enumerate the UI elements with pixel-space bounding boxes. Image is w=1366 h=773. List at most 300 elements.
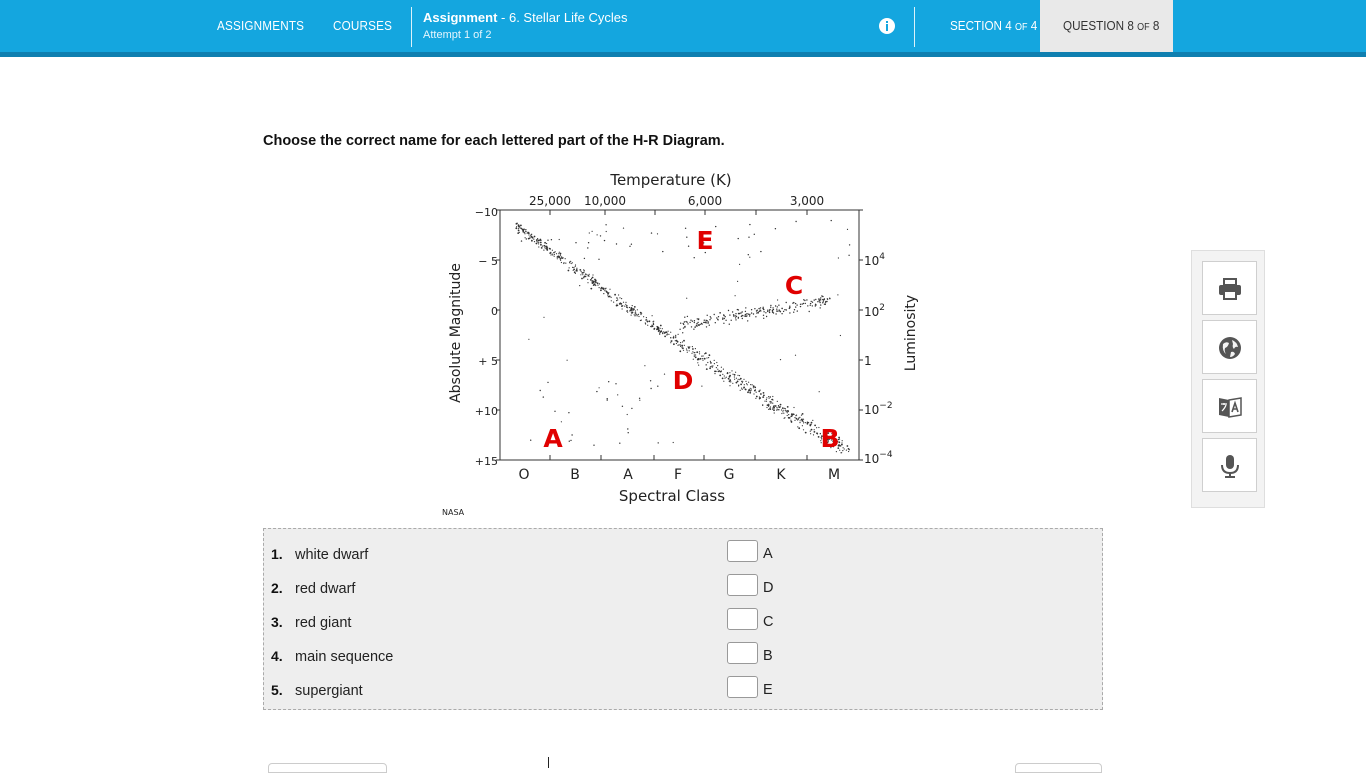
star-point xyxy=(809,311,810,312)
star-point xyxy=(814,299,815,300)
star-point xyxy=(821,295,822,296)
star-point xyxy=(622,406,623,407)
star-point xyxy=(528,339,529,340)
nav-divider xyxy=(914,7,915,47)
star-point xyxy=(658,327,660,329)
star-point xyxy=(688,246,689,247)
star-point xyxy=(816,427,817,428)
star-point xyxy=(661,331,662,332)
star-point xyxy=(614,294,616,296)
star-point xyxy=(825,301,826,302)
star-point xyxy=(747,384,748,385)
answer-input[interactable] xyxy=(727,676,758,698)
star-point xyxy=(758,390,760,392)
star-point xyxy=(545,246,547,248)
star-point xyxy=(663,331,664,332)
star-point xyxy=(685,228,686,229)
star-point xyxy=(820,297,821,298)
star-point xyxy=(725,320,726,321)
star-point xyxy=(723,314,724,315)
star-point xyxy=(579,285,580,286)
nav-courses-link[interactable]: COURSES xyxy=(333,18,393,33)
star-point xyxy=(560,253,561,254)
star-point xyxy=(735,313,736,314)
star-point xyxy=(524,232,525,233)
star-point xyxy=(679,350,681,352)
assignment-label: Assignment xyxy=(423,10,498,25)
star-point xyxy=(837,294,838,295)
star-point xyxy=(583,272,584,273)
spectral-class-label: O xyxy=(518,467,530,483)
star-point xyxy=(711,366,712,367)
star-point xyxy=(692,346,693,347)
star-point xyxy=(528,234,529,235)
top-tick-label: 6,000 xyxy=(687,194,723,208)
answer-input[interactable] xyxy=(727,608,758,630)
star-point xyxy=(745,314,746,315)
star-point xyxy=(552,253,553,254)
star-point xyxy=(722,317,723,318)
region-label-c: C xyxy=(784,271,804,300)
star-point xyxy=(738,379,739,380)
star-point xyxy=(775,313,776,314)
star-point xyxy=(569,261,570,262)
star-point xyxy=(763,311,764,312)
print-button[interactable] xyxy=(1202,261,1257,315)
star-point xyxy=(649,320,651,322)
star-point xyxy=(632,312,634,314)
star-point xyxy=(814,431,816,433)
star-point xyxy=(707,362,708,363)
star-point xyxy=(662,251,663,252)
star-point xyxy=(524,233,525,234)
spectral-class-label: K xyxy=(776,467,786,483)
star-point xyxy=(748,254,749,255)
star-point xyxy=(592,282,593,283)
star-point xyxy=(751,388,752,389)
star-point xyxy=(586,274,587,275)
star-point xyxy=(528,232,529,233)
star-point xyxy=(638,316,639,317)
star-point xyxy=(638,314,639,315)
star-point xyxy=(753,313,754,314)
star-point xyxy=(657,233,658,234)
star-point xyxy=(843,447,844,448)
star-point xyxy=(796,418,797,419)
star-point xyxy=(824,304,825,305)
star-point xyxy=(683,340,685,342)
star-point xyxy=(682,347,684,349)
star-point xyxy=(724,378,725,379)
star-point xyxy=(842,440,843,441)
star-point xyxy=(647,321,649,323)
hr-diagram xyxy=(440,165,930,525)
star-point xyxy=(734,376,735,377)
star-point xyxy=(560,258,562,260)
star-point xyxy=(772,396,773,397)
star-point xyxy=(673,343,675,345)
star-point xyxy=(531,240,532,241)
star-point xyxy=(629,307,630,308)
star-point xyxy=(751,312,752,313)
star-point xyxy=(694,352,695,353)
star-point xyxy=(703,322,704,323)
star-point xyxy=(518,228,519,229)
star-point xyxy=(689,350,690,351)
star-point xyxy=(838,257,839,258)
star-point xyxy=(781,413,782,414)
star-point xyxy=(741,381,742,382)
star-point xyxy=(516,226,517,227)
star-point xyxy=(653,323,654,324)
star-point xyxy=(781,409,782,410)
star-point xyxy=(570,261,571,262)
star-point xyxy=(694,257,695,258)
star-point xyxy=(662,328,663,329)
star-point xyxy=(568,270,570,272)
star-point xyxy=(606,231,607,232)
star-point xyxy=(795,415,796,416)
star-point xyxy=(658,442,659,443)
star-point xyxy=(737,375,738,376)
star-point xyxy=(519,226,520,227)
star-point xyxy=(647,325,648,326)
star-point xyxy=(623,302,624,303)
star-point xyxy=(803,303,804,304)
star-point xyxy=(686,348,687,349)
star-point xyxy=(652,315,653,316)
star-point xyxy=(819,302,820,303)
star-point xyxy=(572,262,573,263)
star-point xyxy=(736,382,738,384)
star-point xyxy=(662,332,663,333)
star-point xyxy=(762,396,764,398)
star-point xyxy=(637,309,638,310)
star-point xyxy=(715,226,716,227)
star-point xyxy=(529,236,530,237)
translate-button[interactable] xyxy=(1202,379,1257,433)
star-point xyxy=(519,227,520,228)
star-point xyxy=(722,319,723,320)
star-point xyxy=(634,315,635,316)
star-point xyxy=(696,351,698,353)
star-point xyxy=(565,263,566,264)
star-point xyxy=(766,316,767,317)
section-indicator xyxy=(950,0,1037,52)
star-point xyxy=(766,407,767,408)
star-point xyxy=(749,224,750,225)
star-point xyxy=(787,410,789,412)
star-point xyxy=(701,323,702,324)
star-point xyxy=(607,398,608,399)
star-point xyxy=(605,224,606,225)
star-point xyxy=(819,299,820,300)
star-point xyxy=(608,296,609,297)
y-tick-label: + 5 xyxy=(478,355,498,368)
star-point xyxy=(673,336,674,337)
star-point xyxy=(793,302,794,303)
star-point xyxy=(805,432,807,434)
star-point xyxy=(686,350,687,351)
attempt-counter: Attempt 1 of 2 xyxy=(423,29,492,41)
star-point xyxy=(698,325,699,326)
star-point xyxy=(581,271,582,272)
star-point xyxy=(675,340,676,341)
star-point xyxy=(607,295,608,296)
star-point xyxy=(729,381,730,382)
star-point xyxy=(597,234,598,235)
star-point xyxy=(668,331,669,332)
star-point xyxy=(699,353,700,354)
star-point xyxy=(817,301,818,302)
star-point xyxy=(722,378,724,380)
match-row xyxy=(264,669,1102,703)
star-point xyxy=(634,314,635,315)
star-point xyxy=(798,419,799,420)
star-point xyxy=(775,405,777,407)
star-point xyxy=(786,302,787,303)
star-point xyxy=(656,328,658,330)
star-point xyxy=(683,327,684,328)
top-axis-title: Temperature (K) xyxy=(610,171,732,189)
top-bar-shadow xyxy=(0,52,1366,57)
star-point xyxy=(694,322,695,323)
image-credit: NASA xyxy=(442,508,465,517)
region-label-b: B xyxy=(820,424,840,453)
star-point xyxy=(757,312,758,313)
star-point xyxy=(744,384,745,385)
star-point xyxy=(849,449,850,450)
star-point xyxy=(651,326,652,327)
star-point xyxy=(776,407,777,408)
star-point xyxy=(670,332,671,333)
star-point xyxy=(743,379,744,380)
star-point xyxy=(790,420,791,421)
star-point xyxy=(696,326,697,327)
question-tab[interactable] xyxy=(1040,0,1173,57)
star-point xyxy=(635,312,637,314)
star-point xyxy=(607,293,609,295)
assignment-title xyxy=(423,10,627,25)
info-icon[interactable] xyxy=(879,18,895,34)
star-point xyxy=(811,429,813,431)
star-point xyxy=(619,443,620,444)
star-point xyxy=(572,267,573,268)
star-point xyxy=(687,352,688,353)
star-point xyxy=(599,283,600,284)
star-point xyxy=(537,242,538,243)
star-point xyxy=(593,281,594,282)
star-point xyxy=(738,309,739,310)
star-point xyxy=(812,305,813,306)
star-point xyxy=(554,256,555,257)
star-point xyxy=(534,241,535,242)
star-point xyxy=(797,310,798,311)
star-point xyxy=(723,381,724,382)
star-point xyxy=(714,363,715,364)
next-button[interactable] xyxy=(1015,763,1102,773)
star-point xyxy=(770,406,771,407)
star-point xyxy=(579,269,581,271)
item-number: 1. xyxy=(271,546,283,562)
star-point xyxy=(732,311,733,312)
star-point xyxy=(746,383,747,384)
star-point xyxy=(554,254,555,255)
star-point xyxy=(621,305,623,307)
spectral-class-label: A xyxy=(623,467,633,483)
star-point xyxy=(714,360,715,361)
star-point xyxy=(826,301,827,302)
star-point xyxy=(841,444,843,446)
spectral-class-label: M xyxy=(827,467,841,483)
star-point xyxy=(735,372,736,373)
y2-axis-title: Luminosity xyxy=(903,294,919,372)
star-point xyxy=(589,232,590,233)
star-point xyxy=(810,424,811,425)
top-tick-label: 3,000 xyxy=(789,194,825,208)
star-point xyxy=(763,315,764,316)
star-point xyxy=(730,379,731,380)
star-point xyxy=(759,310,760,311)
star-point xyxy=(771,399,772,400)
top-tick-label: 25,000 xyxy=(529,194,571,208)
star-point xyxy=(729,375,731,377)
star-point xyxy=(715,322,716,323)
star-point xyxy=(687,323,688,324)
star-point xyxy=(709,367,711,369)
tool-panel xyxy=(1191,250,1265,508)
star-point xyxy=(746,313,747,314)
star-point xyxy=(537,238,538,239)
star-point xyxy=(673,337,675,339)
star-point xyxy=(706,364,707,365)
star-point xyxy=(631,244,632,245)
star-point xyxy=(709,319,710,320)
star-point xyxy=(740,378,742,380)
star-point xyxy=(782,411,783,412)
star-point xyxy=(599,387,600,388)
star-point xyxy=(625,302,626,303)
star-point xyxy=(697,362,698,363)
star-point xyxy=(556,253,557,254)
star-point xyxy=(784,309,785,310)
star-point xyxy=(673,442,674,443)
star-point xyxy=(812,302,813,303)
x-axis-title: Spectral Class xyxy=(618,487,726,505)
question-total: 8 xyxy=(1152,18,1160,33)
star-point xyxy=(727,372,728,373)
star-point xyxy=(679,344,680,345)
star-point xyxy=(728,378,730,380)
star-point xyxy=(639,398,640,399)
star-point xyxy=(684,326,685,327)
item-number: 3. xyxy=(271,614,283,630)
star-point xyxy=(585,273,586,274)
star-point xyxy=(729,314,730,315)
star-point xyxy=(746,315,747,316)
star-point xyxy=(573,270,574,271)
star-point xyxy=(604,290,605,291)
star-point xyxy=(820,307,821,308)
star-point xyxy=(759,398,760,399)
star-point xyxy=(697,322,698,323)
language-button[interactable] xyxy=(1202,320,1257,374)
voice-button[interactable] xyxy=(1202,438,1257,492)
star-point xyxy=(847,445,849,447)
star-point xyxy=(659,332,660,333)
star-point xyxy=(762,405,763,406)
star-point xyxy=(679,329,680,330)
star-point xyxy=(745,381,746,382)
star-point xyxy=(520,227,521,228)
star-point xyxy=(595,281,597,283)
star-point xyxy=(629,310,630,311)
star-point xyxy=(518,224,520,226)
star-point xyxy=(772,409,773,410)
star-point xyxy=(738,238,739,239)
nav-assignments-link[interactable]: ASSIGNMENTS xyxy=(217,18,305,33)
item-term: white dwarf xyxy=(295,547,369,563)
star-point xyxy=(710,316,711,317)
star-point xyxy=(627,312,628,313)
star-point xyxy=(743,387,745,389)
star-point xyxy=(739,264,740,265)
star-point xyxy=(650,380,651,381)
star-point xyxy=(697,358,699,360)
star-point xyxy=(627,310,628,311)
star-point xyxy=(705,322,706,323)
star-point xyxy=(591,280,593,282)
star-point xyxy=(742,318,743,319)
previous-button[interactable] xyxy=(268,763,387,773)
region-label-e: E xyxy=(696,226,714,255)
star-point xyxy=(590,279,592,281)
star-point xyxy=(787,412,788,413)
star-point xyxy=(767,404,769,406)
star-point xyxy=(652,326,653,327)
star-point xyxy=(733,315,734,316)
star-point xyxy=(519,232,520,233)
star-point xyxy=(520,225,522,227)
star-point xyxy=(664,374,665,375)
y-axis-title: Absolute Magnitude xyxy=(448,263,464,403)
match-row xyxy=(264,601,1102,635)
answer-input[interactable] xyxy=(727,540,758,562)
spectral-class-label: G xyxy=(723,467,735,483)
star-point xyxy=(775,305,776,306)
star-point xyxy=(801,419,803,421)
star-point xyxy=(805,422,806,423)
star-point xyxy=(617,298,618,299)
star-point xyxy=(536,241,537,242)
star-point xyxy=(550,254,551,255)
matching-panel xyxy=(263,528,1103,710)
star-point xyxy=(588,242,589,243)
star-point xyxy=(734,374,736,376)
star-point xyxy=(540,242,542,244)
star-point xyxy=(803,422,804,423)
star-point xyxy=(636,314,637,315)
star-point xyxy=(605,288,606,289)
answer-input[interactable] xyxy=(727,574,758,596)
star-point xyxy=(789,417,791,419)
star-point xyxy=(740,390,741,391)
star-point xyxy=(575,264,576,265)
answer-input[interactable] xyxy=(727,642,758,664)
star-point xyxy=(784,408,785,409)
item-term: red dwarf xyxy=(295,581,356,597)
star-point xyxy=(559,239,560,240)
